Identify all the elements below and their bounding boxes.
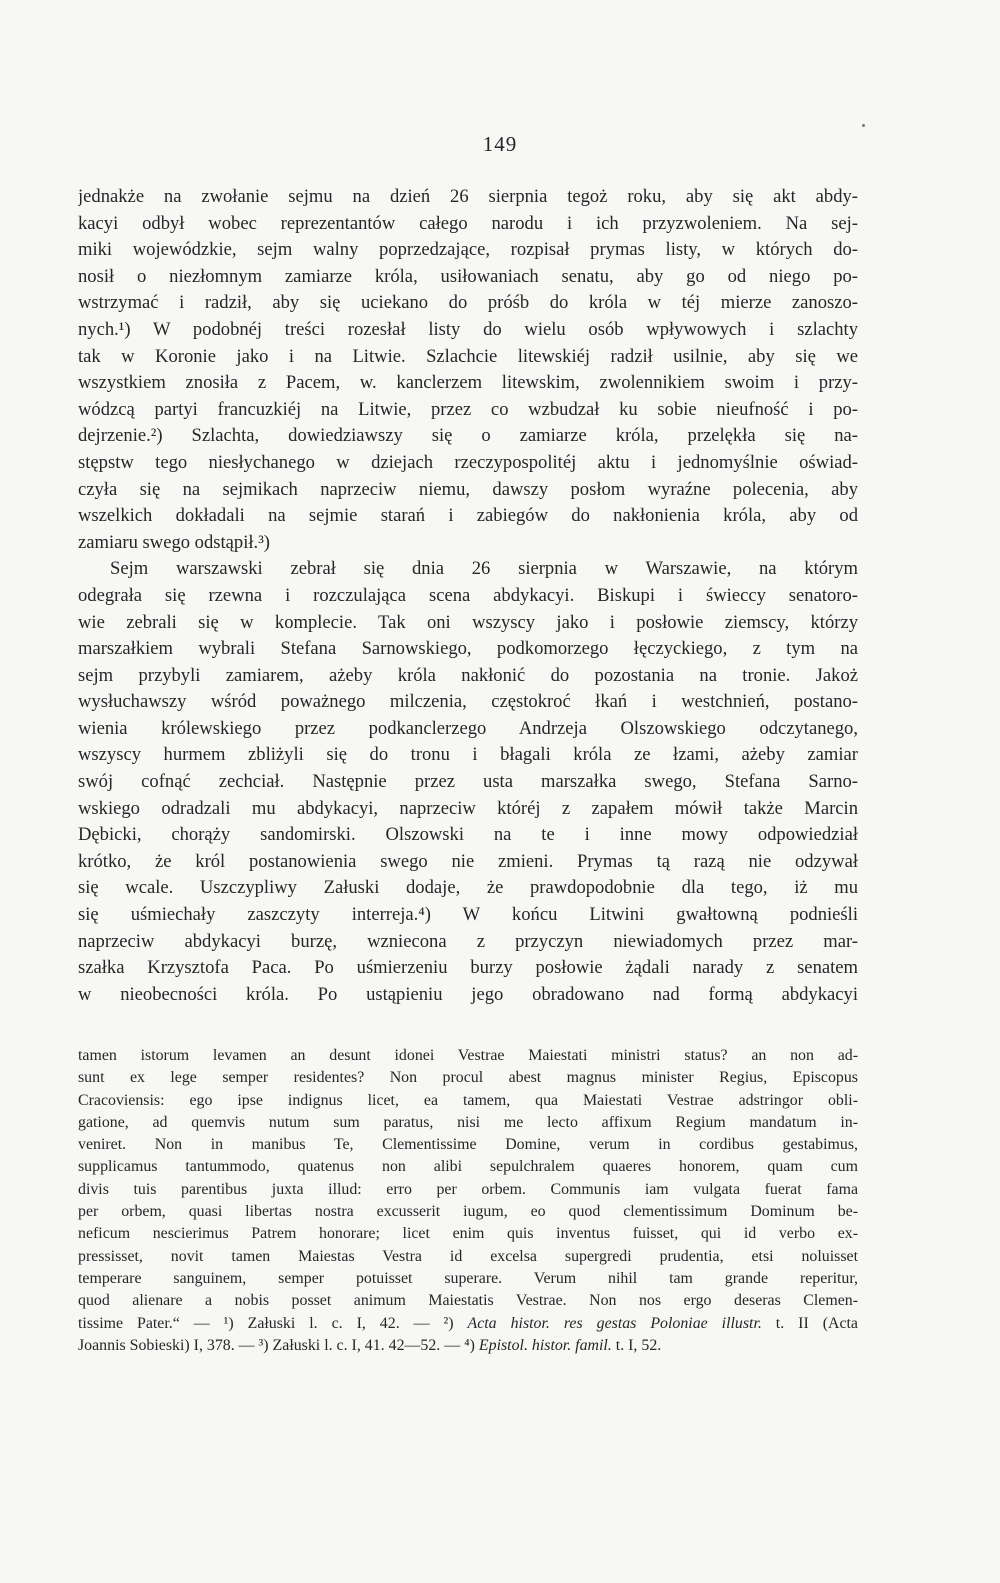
body-line: Sejm warszawski zebrał się dnia 26 sierpnia w Warszawie, na którym (110, 558, 858, 580)
body-line: naprzeciw abdykacyi burzę, wzniecona z przyczyn niewiadomych przez mar- (78, 930, 858, 952)
body-line: wszyscy hurmem zbliżyli się do tronu i błagali króla ze łzami, ażeby zamiar (78, 744, 858, 766)
footnote-line: Cracoviensis: ego ipse indignus licet, ea tamem, qua Maiestati Vestrae adstringor obli- (78, 1091, 858, 1109)
body-line: krótko, że król postanowienia swego nie zmieni. Prymas tą razą nie odzywał (78, 850, 858, 872)
footnote-line: tamen istorum levamen an desunt idonei Vestrae Maiestati ministri status? an non ad- (78, 1047, 858, 1064)
body-line: wskiego odradzali mu abdykacyi, naprzeciw któréj z zapałem mówił także Marcin (78, 797, 858, 819)
citation-text: t. I, 52. (611, 1336, 662, 1354)
main-text (78, 184, 858, 1008)
footnote-line: temperare sanguinem, semper potuisset superare. Verum nihil tam grande reperitur, (78, 1269, 858, 1287)
body-line: wie zebrali się w komplecie. Tak oni wszyscy jako i posłowie ziemscy, którzy (78, 611, 858, 633)
body-line: marszałkiem wybrali Stefana Sarnowskiego, podkomorzego łęczyckiego, z tym na (78, 638, 858, 660)
footnote-line: per orbem, quasi libertas nostra excusserit iugum, eo quod clementissimum Dominum be- (78, 1203, 858, 1221)
footnotes (78, 1045, 858, 1357)
footnote-line: supplicamus tantummodo, quatenus non alibi sepulchralem quaeres honorem, quam cum (78, 1158, 858, 1176)
body-line: nych.¹) W podobnéj treści rozesłał listy do wielu osób wpływowych i szlachty (78, 318, 858, 340)
footnote-line: sunt ex lege semper residentes? Non procul abest magnus minister Regius, Episcopus (78, 1069, 858, 1087)
body-line: wódzcą partyi francuzkiéj na Litwie, przez co wzbudzał ku sobie nieufność i po- (78, 398, 858, 420)
body-line: wysłuchawszy wśród poważnego milczenia, częstokroć łkań i westchnień, postano- (78, 691, 858, 713)
citation-text: Joannis Sobieski) I, 378. — ³) Załuski l. c. I, 41. 42—52. — ⁴) (78, 1336, 479, 1354)
citation-title: Epistol. histor. famil. (478, 1336, 612, 1354)
body-line: nosił o niezłomnym zamiarze króla, usiłowaniach senatu, aby go od niego po- (78, 265, 858, 287)
body-line: dejrzenie.²) Szlachta, dowiedziawszy się o zamiarze króla, przelękła się na- (78, 425, 858, 447)
body-line: zamiaru swego odstąpił.³) (78, 531, 270, 553)
body-line: wienia królewskiego przez podkanclerzego Andrzeja Olszowskiego odczytanego, (78, 717, 858, 739)
footnote-citation-line (78, 1335, 858, 1357)
footnote-line: neficum nescierimus Patrem honorare; licet enim quis inventus fuisset, qui id verbo ex- (78, 1225, 858, 1243)
body-line: wstrzymać i radził, aby się uciekano do próśb do króla w téj mierze zanoszo- (78, 292, 858, 314)
body-line: Dębicki, chorąży sandomirski. Olszowski na te i inne mowy odpowiedział (78, 824, 858, 846)
body-line: kacyi odbył wobec reprezentantów całego narodu i ich przyzwoleniem. Na sej- (78, 212, 858, 234)
body-line: jednakże na zwołanie sejmu na dzień 26 sierpnia tegoż roku, aby się akt abdy- (78, 186, 858, 207)
body-line: wszelkich dokładali na sejmie starań i zabiegów do nakłonienia króla, aby od (78, 505, 858, 527)
body-line: się wcale. Uszczypliwy Załuski dodaje, że prawdopodobnie dla tego, iż mu (78, 877, 858, 899)
footnote-line: divis tuis parentibus juxta illud: erro per orbem. Communis iam vulgata fuerat fama (78, 1180, 858, 1198)
body-line: swój cofnąć zechciał. Następnie przez usta marszałka swego, Stefana Sarno- (78, 771, 858, 793)
body-line: miki wojewódzkie, sejm walny poprzedzające, rozpisał prymas listy, w których do- (78, 239, 858, 261)
body-line: szałka Krzysztofa Paca. Po uśmierzeniu burzy posłowie żądali narady z senatem (78, 957, 858, 979)
body-line: tak w Koronie jako i na Litwie. Szlachcie litewskiéj radził usilnie, aby się we (78, 345, 858, 367)
footnote-line: veniret. Non in manibus Te, Clementissime Domine, verum in cordibus gestabimus, (78, 1136, 858, 1154)
citation-title: Acta histor. res gestas Poloniae illustr. (467, 1314, 762, 1332)
page-number: 149 (482, 132, 518, 156)
body-line: wszystkiem znosiła z Pacem, w. kanclerzem litewskim, zwolennikiem swoim i przy- (78, 372, 858, 394)
footnote-citation-line (78, 1313, 858, 1335)
body-line: czyła się na sejmikach naprzeciw niemu, dawszy posłom wyraźne polecenia, aby (78, 478, 858, 500)
footnote-line: gatione, ad quemvis nutum sum paratus, nisi me lecto affixum Regium mandatum in- (78, 1113, 858, 1131)
footnote-line: pressisset, novit tamen Maiestas Vestra id excelsa supergredi prudentia, etsi noluisset (78, 1247, 858, 1265)
body-line: stępstw tego niesłychanego w dziejach rzeczypospolitéj aktu i jednomyślnie oświad- (78, 451, 858, 473)
body-line: sejm przybyli zamiarem, ażeby króla nakłonić do pozostania na tronie. Jakoż (78, 664, 858, 686)
body-line: się uśmiechały zaszczyty interreja.⁴) W końcu Litwini gwałtowną podnieśli (78, 904, 858, 926)
ink-speck (862, 124, 865, 127)
body-line: odegrała się rzewna i rozczulająca scena abdykacyi. Biskupi i świeccy senatoro- (78, 584, 858, 606)
citation-text: tissime Pater.“ — ¹) Załuski l. c. I, 42. — ²) (78, 1314, 468, 1332)
body-line: w nieobecności króla. Po ustąpieniu jego obradowano nad formą abdykacyi (78, 983, 858, 1005)
citation-text: t. II (Acta (761, 1314, 858, 1332)
footnote-line: quod alienare a nobis posset animum Maiestatis Vestrae. Non nos ergo deseras Clemen- (78, 1292, 858, 1310)
